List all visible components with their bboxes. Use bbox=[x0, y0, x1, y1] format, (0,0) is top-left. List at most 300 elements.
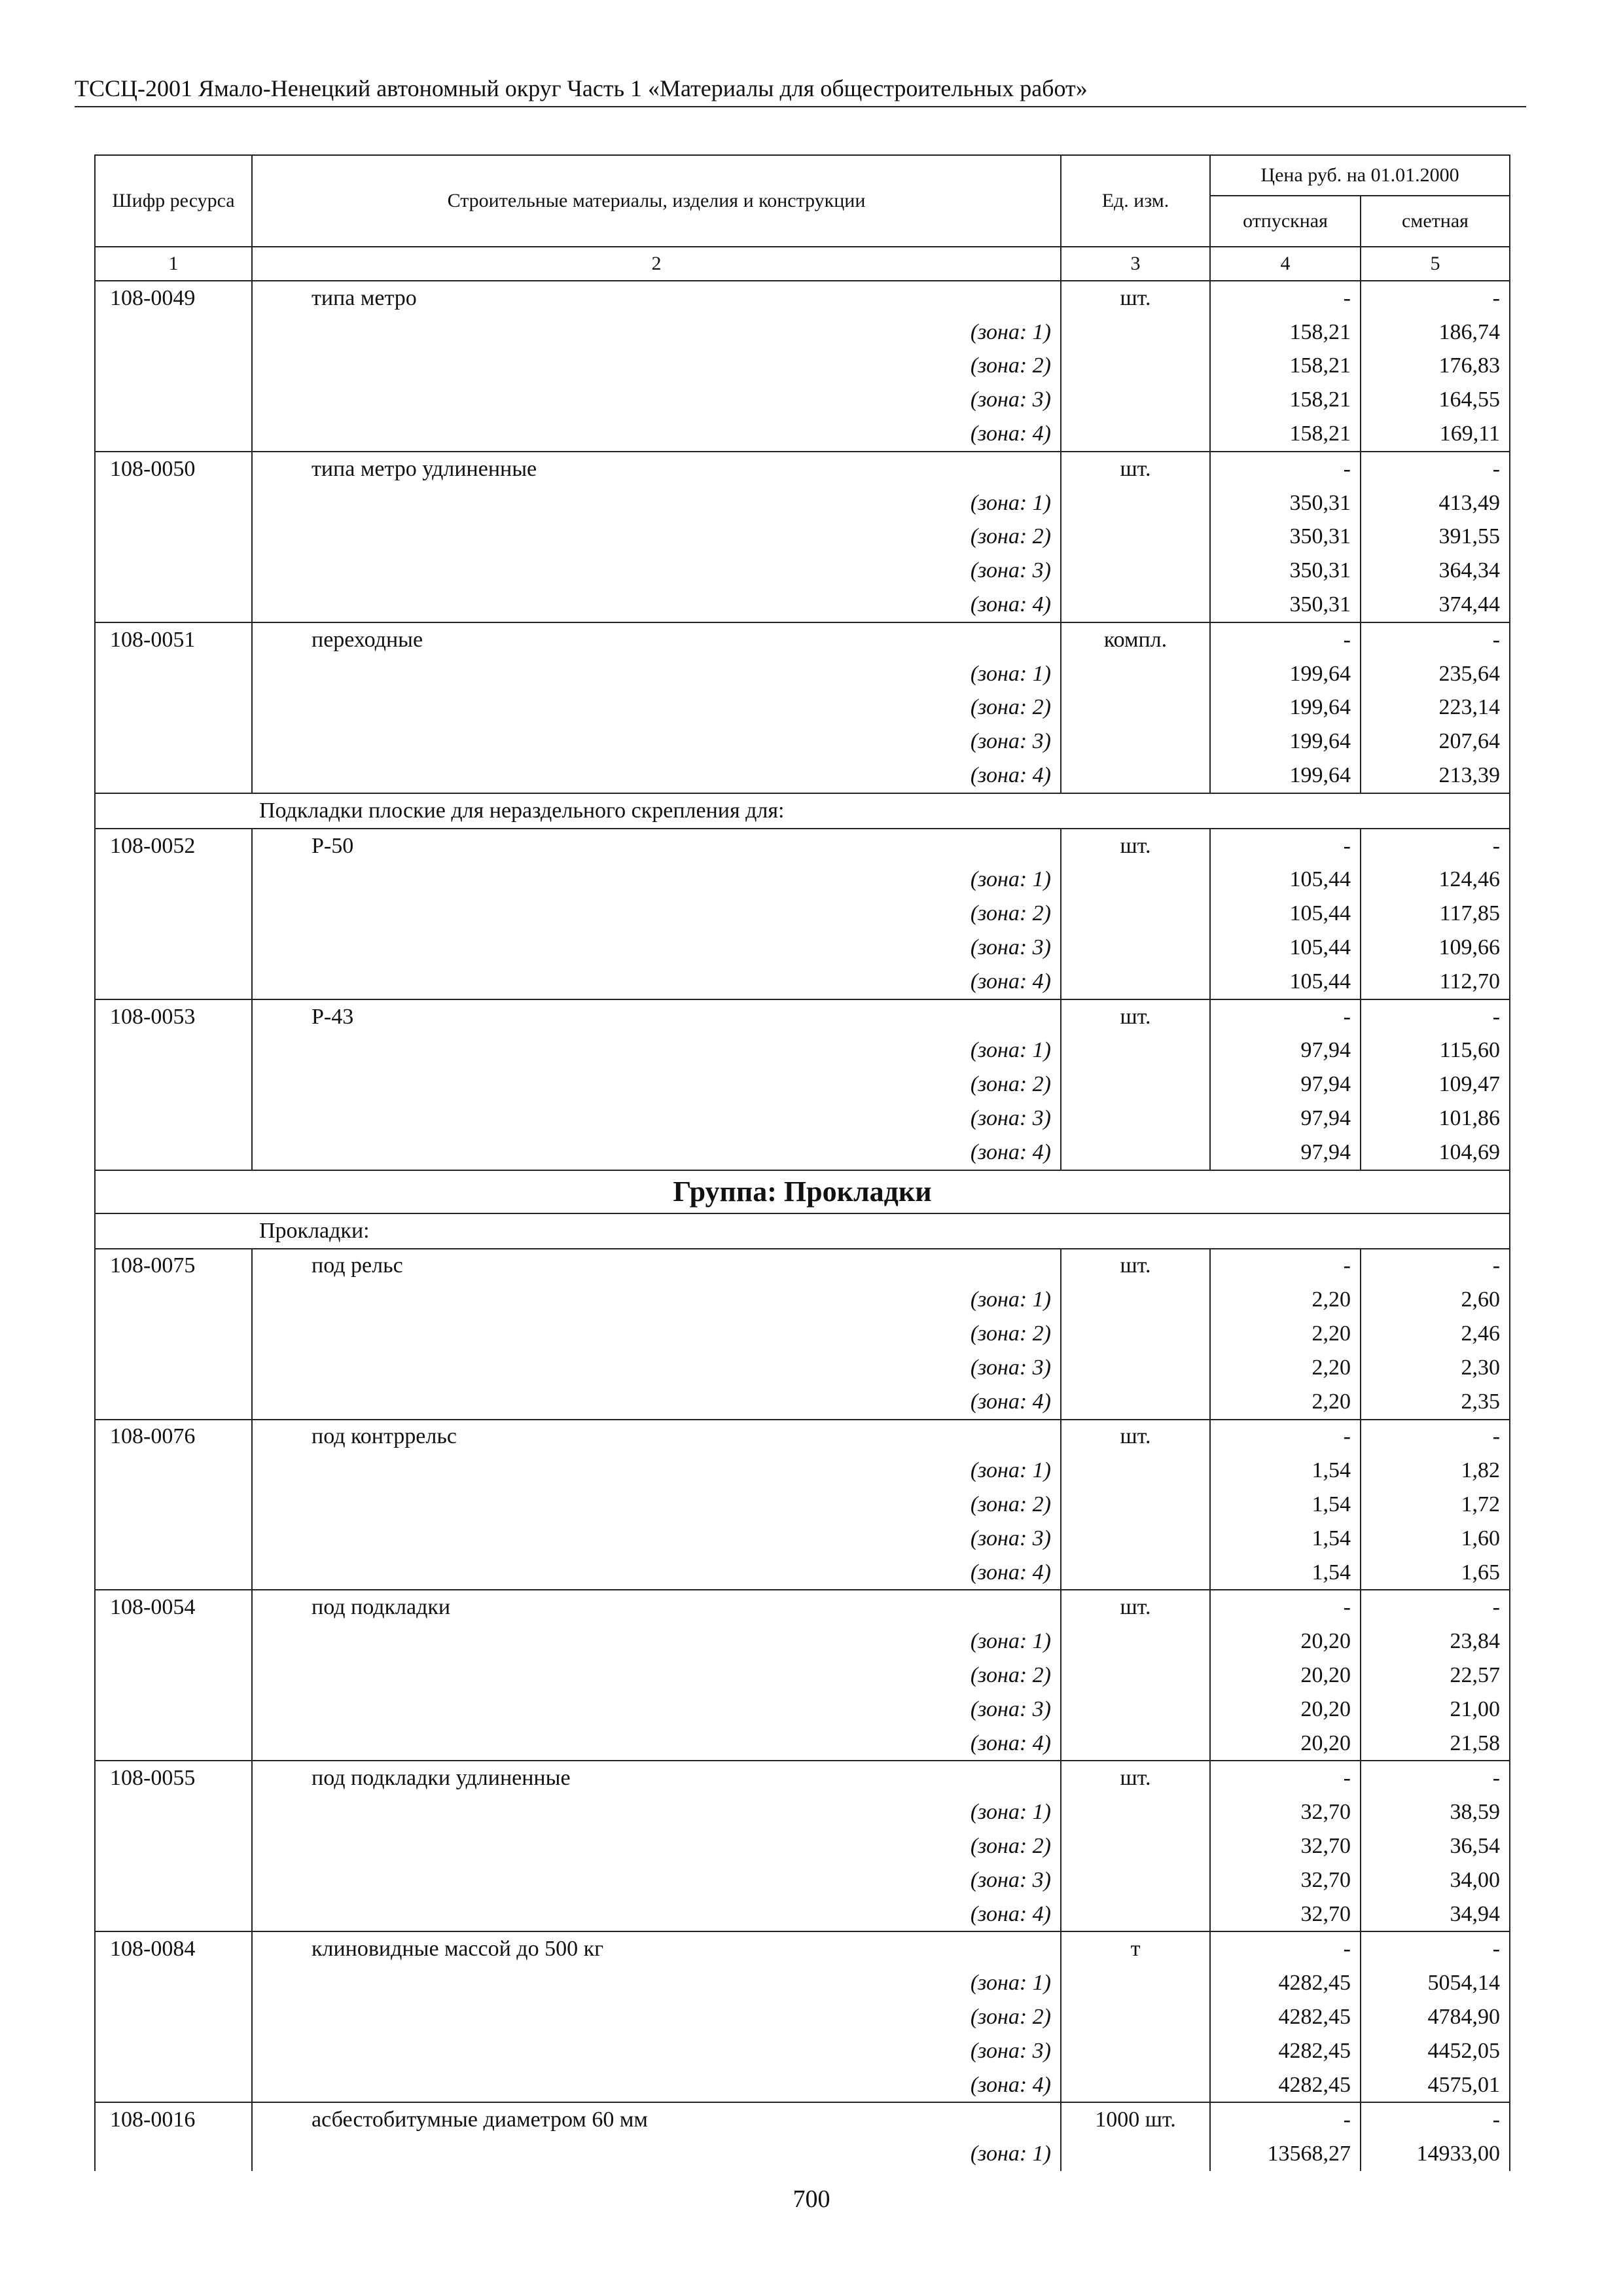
zone-release-price: 97,94 bbox=[1210, 1067, 1361, 1102]
empty-code-cell bbox=[95, 1966, 252, 2000]
zone-release-price: 158,21 bbox=[1210, 383, 1361, 417]
table-row bbox=[95, 452, 1510, 486]
empty-code-cell bbox=[95, 931, 252, 965]
zone-estimate-price: 4452,05 bbox=[1361, 2034, 1510, 2068]
zone-row bbox=[95, 1136, 1510, 1170]
empty-unit-cell bbox=[1061, 1102, 1210, 1136]
release-price: - bbox=[1210, 281, 1361, 315]
unit-of-measure: шт. bbox=[1061, 1761, 1210, 1795]
empty-code-cell bbox=[95, 965, 252, 999]
zone-estimate-price: 4575,01 bbox=[1361, 2068, 1510, 2103]
zone-release-price: 4282,45 bbox=[1210, 2068, 1361, 2103]
zone-estimate-price: 34,94 bbox=[1361, 1897, 1510, 1932]
zone-label: (зона: 1) bbox=[252, 486, 1061, 520]
zone-estimate-price: 115,60 bbox=[1361, 1034, 1510, 1068]
empty-unit-cell bbox=[1061, 1556, 1210, 1590]
empty-code-cell bbox=[95, 1317, 252, 1351]
empty-unit-cell bbox=[1061, 1351, 1210, 1385]
material-name: под контррельс bbox=[252, 1420, 1061, 1454]
unit-of-measure: шт. bbox=[1061, 1590, 1210, 1624]
group-heading: Группа: Прокладки bbox=[95, 1170, 1510, 1213]
estimate-price: - bbox=[1361, 452, 1510, 486]
zone-estimate-price: 2,35 bbox=[1361, 1385, 1510, 1420]
empty-code-cell bbox=[95, 2000, 252, 2034]
empty-code-cell bbox=[95, 1829, 252, 1863]
release-price: - bbox=[1210, 999, 1361, 1034]
empty-unit-cell bbox=[1061, 1385, 1210, 1420]
zone-release-price: 4282,45 bbox=[1210, 1966, 1361, 2000]
resource-code: 108-0051 bbox=[95, 622, 252, 657]
zone-row bbox=[95, 417, 1510, 452]
zone-estimate-price: 21,00 bbox=[1361, 1693, 1510, 1727]
empty-code-cell bbox=[95, 417, 252, 452]
zone-estimate-price: 112,70 bbox=[1361, 965, 1510, 999]
empty-code-cell bbox=[95, 383, 252, 417]
zone-estimate-price: 4784,90 bbox=[1361, 2000, 1510, 2034]
zone-label: (зона: 2) bbox=[252, 2000, 1061, 2034]
zone-label: (зона: 2) bbox=[252, 897, 1061, 931]
release-price: - bbox=[1210, 1420, 1361, 1454]
estimate-price: - bbox=[1361, 2102, 1510, 2137]
material-name: типа метро удлиненные bbox=[252, 452, 1061, 486]
empty-unit-cell bbox=[1061, 520, 1210, 554]
resource-code: 108-0050 bbox=[95, 452, 252, 486]
empty-unit-cell bbox=[1061, 588, 1210, 622]
material-name: асбестобитумные диаметром 60 мм bbox=[252, 2102, 1061, 2137]
zone-label: (зона: 3) bbox=[252, 1693, 1061, 1727]
zone-label: (зона: 3) bbox=[252, 1522, 1061, 1556]
zone-release-price: 199,64 bbox=[1210, 691, 1361, 725]
unit-of-measure: шт. bbox=[1061, 281, 1210, 315]
unit-of-measure: шт. bbox=[1061, 829, 1210, 863]
zone-label: (зона: 1) bbox=[252, 1283, 1061, 1317]
estimate-price: - bbox=[1361, 999, 1510, 1034]
zone-release-price: 4282,45 bbox=[1210, 2034, 1361, 2068]
empty-unit-cell bbox=[1061, 2000, 1210, 2034]
empty-unit-cell bbox=[1061, 1795, 1210, 1829]
zone-label: (зона: 2) bbox=[252, 691, 1061, 725]
empty-unit-cell bbox=[1061, 1067, 1210, 1102]
zone-estimate-price: 176,83 bbox=[1361, 350, 1510, 384]
zone-release-price: 350,31 bbox=[1210, 486, 1361, 520]
col-header-price-group: Цена руб. на 01.01.2000 bbox=[1210, 155, 1510, 196]
zone-label: (зона: 2) bbox=[252, 350, 1061, 384]
zone-estimate-price: 22,57 bbox=[1361, 1659, 1510, 1693]
empty-code-cell bbox=[95, 759, 252, 793]
table-row bbox=[95, 829, 1510, 863]
zone-label: (зона: 3) bbox=[252, 725, 1061, 759]
empty-unit-cell bbox=[1061, 383, 1210, 417]
zone-label: (зона: 2) bbox=[252, 520, 1061, 554]
empty-code-cell bbox=[95, 1067, 252, 1102]
group-row bbox=[95, 1170, 1510, 1213]
unit-of-measure: шт. bbox=[1061, 452, 1210, 486]
zone-estimate-price: 34,00 bbox=[1361, 1863, 1510, 1897]
material-name: под рельс bbox=[252, 1249, 1061, 1283]
zone-label: (зона: 2) bbox=[252, 1829, 1061, 1863]
zone-estimate-price: 207,64 bbox=[1361, 725, 1510, 759]
table-row bbox=[95, 2102, 1510, 2137]
zone-row bbox=[95, 1385, 1510, 1420]
zone-label: (зона: 3) bbox=[252, 931, 1061, 965]
zone-estimate-price: 2,46 bbox=[1361, 1317, 1510, 1351]
zone-row bbox=[95, 1624, 1510, 1659]
empty-code-cell bbox=[95, 1863, 252, 1897]
zone-release-price: 2,20 bbox=[1210, 1283, 1361, 1317]
zone-row bbox=[95, 383, 1510, 417]
zone-label: (зона: 4) bbox=[252, 759, 1061, 793]
zone-label: (зона: 1) bbox=[252, 863, 1061, 897]
estimate-price: - bbox=[1361, 622, 1510, 657]
empty-unit-cell bbox=[1061, 2137, 1210, 2171]
zone-row bbox=[95, 2137, 1510, 2171]
zone-row bbox=[95, 1454, 1510, 1488]
estimate-price: - bbox=[1361, 1420, 1510, 1454]
zone-release-price: 97,94 bbox=[1210, 1136, 1361, 1170]
zone-estimate-price: 413,49 bbox=[1361, 486, 1510, 520]
zone-release-price: 20,20 bbox=[1210, 1693, 1361, 1727]
empty-code-cell bbox=[95, 1624, 252, 1659]
zone-row bbox=[95, 2000, 1510, 2034]
zone-row bbox=[95, 691, 1510, 725]
empty-unit-cell bbox=[1061, 931, 1210, 965]
resource-code: 108-0076 bbox=[95, 1420, 252, 1454]
zone-row bbox=[95, 1829, 1510, 1863]
empty-unit-cell bbox=[1061, 1454, 1210, 1488]
col-number-2: 2 bbox=[252, 247, 1061, 281]
zone-release-price: 199,64 bbox=[1210, 657, 1361, 691]
material-name: под подкладки удлиненные bbox=[252, 1761, 1061, 1795]
zone-row bbox=[95, 1488, 1510, 1522]
zone-estimate-price: 1,72 bbox=[1361, 1488, 1510, 1522]
table-row bbox=[95, 1761, 1510, 1795]
col-number-3: 3 bbox=[1061, 247, 1210, 281]
zone-label: (зона: 1) bbox=[252, 657, 1061, 691]
zone-label: (зона: 3) bbox=[252, 1351, 1061, 1385]
release-price: - bbox=[1210, 2102, 1361, 2137]
zone-row bbox=[95, 1727, 1510, 1761]
empty-code-cell bbox=[95, 863, 252, 897]
zone-release-price: 32,70 bbox=[1210, 1863, 1361, 1897]
section-label: Прокладки: bbox=[95, 1213, 1510, 1249]
zone-label: (зона: 4) bbox=[252, 2068, 1061, 2103]
empty-unit-cell bbox=[1061, 1136, 1210, 1170]
empty-code-cell bbox=[95, 897, 252, 931]
zone-estimate-price: 235,64 bbox=[1361, 657, 1510, 691]
unit-of-measure: компл. bbox=[1061, 622, 1210, 657]
running-title: ТССЦ-2001 Ямало-Ненецкий автономный округ Часть 1 «Материалы для общестроительных работ» bbox=[75, 73, 1526, 107]
zone-release-price: 20,20 bbox=[1210, 1659, 1361, 1693]
empty-code-cell bbox=[95, 1727, 252, 1761]
zone-release-price: 20,20 bbox=[1210, 1727, 1361, 1761]
zone-row bbox=[95, 554, 1510, 588]
zone-row bbox=[95, 520, 1510, 554]
zone-row bbox=[95, 315, 1510, 350]
empty-code-cell bbox=[95, 588, 252, 622]
zone-estimate-price: 117,85 bbox=[1361, 897, 1510, 931]
col-number-4: 4 bbox=[1210, 247, 1361, 281]
zone-release-price: 350,31 bbox=[1210, 520, 1361, 554]
empty-unit-cell bbox=[1061, 417, 1210, 452]
col-header-release: отпускная bbox=[1210, 196, 1361, 247]
zone-label: (зона: 4) bbox=[252, 1136, 1061, 1170]
zone-estimate-price: 124,46 bbox=[1361, 863, 1510, 897]
zone-release-price: 4282,45 bbox=[1210, 2000, 1361, 2034]
zone-release-price: 105,44 bbox=[1210, 897, 1361, 931]
zone-label: (зона: 3) bbox=[252, 2034, 1061, 2068]
zone-label: (зона: 2) bbox=[252, 1317, 1061, 1351]
empty-code-cell bbox=[95, 2034, 252, 2068]
zone-estimate-price: 2,30 bbox=[1361, 1351, 1510, 1385]
zone-estimate-price: 186,74 bbox=[1361, 315, 1510, 350]
empty-unit-cell bbox=[1061, 315, 1210, 350]
zone-estimate-price: 2,60 bbox=[1361, 1283, 1510, 1317]
resource-code: 108-0053 bbox=[95, 999, 252, 1034]
empty-unit-cell bbox=[1061, 350, 1210, 384]
zone-estimate-price: 213,39 bbox=[1361, 759, 1510, 793]
zone-release-price: 350,31 bbox=[1210, 554, 1361, 588]
unit-of-measure: шт. bbox=[1061, 1420, 1210, 1454]
empty-unit-cell bbox=[1061, 1283, 1210, 1317]
zone-row bbox=[95, 1102, 1510, 1136]
estimate-price: - bbox=[1361, 1249, 1510, 1283]
empty-code-cell bbox=[95, 725, 252, 759]
zone-estimate-price: 374,44 bbox=[1361, 588, 1510, 622]
zone-release-price: 158,21 bbox=[1210, 417, 1361, 452]
empty-unit-cell bbox=[1061, 486, 1210, 520]
zone-release-price: 105,44 bbox=[1210, 965, 1361, 999]
zone-estimate-price: 14933,00 bbox=[1361, 2137, 1510, 2171]
estimate-price: - bbox=[1361, 1761, 1510, 1795]
zone-release-price: 97,94 bbox=[1210, 1102, 1361, 1136]
zone-label: (зона: 1) bbox=[252, 1454, 1061, 1488]
zone-row bbox=[95, 1795, 1510, 1829]
zone-row bbox=[95, 1863, 1510, 1897]
empty-code-cell bbox=[95, 554, 252, 588]
empty-code-cell bbox=[95, 1283, 252, 1317]
section-row bbox=[95, 1213, 1510, 1249]
empty-code-cell bbox=[95, 1488, 252, 1522]
empty-unit-cell bbox=[1061, 965, 1210, 999]
empty-code-cell bbox=[95, 1351, 252, 1385]
section-row bbox=[95, 793, 1510, 829]
zone-label: (зона: 2) bbox=[252, 1067, 1061, 1102]
empty-code-cell bbox=[95, 1454, 252, 1488]
table-row bbox=[95, 999, 1510, 1034]
empty-unit-cell bbox=[1061, 657, 1210, 691]
zone-row bbox=[95, 863, 1510, 897]
estimate-price: - bbox=[1361, 1590, 1510, 1624]
resource-code: 108-0054 bbox=[95, 1590, 252, 1624]
empty-unit-cell bbox=[1061, 1897, 1210, 1932]
estimate-price: - bbox=[1361, 1931, 1510, 1966]
material-name: под подкладки bbox=[252, 1590, 1061, 1624]
zone-label: (зона: 4) bbox=[252, 417, 1061, 452]
zone-label: (зона: 1) bbox=[252, 1034, 1061, 1068]
zone-estimate-price: 223,14 bbox=[1361, 691, 1510, 725]
release-price: - bbox=[1210, 452, 1361, 486]
table-row bbox=[95, 622, 1510, 657]
zone-estimate-price: 21,58 bbox=[1361, 1727, 1510, 1761]
zone-label: (зона: 2) bbox=[252, 1488, 1061, 1522]
zone-row bbox=[95, 965, 1510, 999]
empty-code-cell bbox=[95, 1034, 252, 1068]
resource-code: 108-0052 bbox=[95, 829, 252, 863]
zone-label: (зона: 4) bbox=[252, 1897, 1061, 1932]
empty-code-cell bbox=[95, 1659, 252, 1693]
empty-unit-cell bbox=[1061, 1727, 1210, 1761]
zone-estimate-price: 104,69 bbox=[1361, 1136, 1510, 1170]
zone-release-price: 32,70 bbox=[1210, 1795, 1361, 1829]
zone-label: (зона: 3) bbox=[252, 1863, 1061, 1897]
zone-release-price: 1,54 bbox=[1210, 1556, 1361, 1590]
empty-unit-cell bbox=[1061, 759, 1210, 793]
empty-code-cell bbox=[95, 520, 252, 554]
table-row bbox=[95, 281, 1510, 315]
empty-code-cell bbox=[95, 1102, 252, 1136]
material-name: типа метро bbox=[252, 281, 1061, 315]
empty-code-cell bbox=[95, 657, 252, 691]
zone-release-price: 1,54 bbox=[1210, 1488, 1361, 1522]
empty-unit-cell bbox=[1061, 1488, 1210, 1522]
zone-estimate-price: 169,11 bbox=[1361, 417, 1510, 452]
zone-release-price: 1,54 bbox=[1210, 1454, 1361, 1488]
empty-code-cell bbox=[95, 691, 252, 725]
empty-unit-cell bbox=[1061, 1693, 1210, 1727]
zone-label: (зона: 4) bbox=[252, 1385, 1061, 1420]
zone-release-price: 1,54 bbox=[1210, 1522, 1361, 1556]
release-price: - bbox=[1210, 622, 1361, 657]
zone-estimate-price: 1,65 bbox=[1361, 1556, 1510, 1590]
zone-estimate-price: 391,55 bbox=[1361, 520, 1510, 554]
material-name: переходные bbox=[252, 622, 1061, 657]
zone-release-price: 13568,27 bbox=[1210, 2137, 1361, 2171]
resource-code: 108-0049 bbox=[95, 281, 252, 315]
col-number-5: 5 bbox=[1361, 247, 1510, 281]
zone-row bbox=[95, 759, 1510, 793]
empty-code-cell bbox=[95, 1385, 252, 1420]
zone-label: (зона: 4) bbox=[252, 1556, 1061, 1590]
zone-label: (зона: 4) bbox=[252, 588, 1061, 622]
empty-code-cell bbox=[95, 1693, 252, 1727]
zone-estimate-price: 23,84 bbox=[1361, 1624, 1510, 1659]
unit-of-measure: т bbox=[1061, 1931, 1210, 1966]
material-name: Р-43 bbox=[252, 999, 1061, 1034]
zone-row bbox=[95, 1034, 1510, 1068]
zone-row bbox=[95, 350, 1510, 384]
empty-code-cell bbox=[95, 2068, 252, 2103]
zone-release-price: 2,20 bbox=[1210, 1351, 1361, 1385]
zone-row bbox=[95, 1659, 1510, 1693]
zone-row bbox=[95, 486, 1510, 520]
empty-unit-cell bbox=[1061, 1624, 1210, 1659]
zone-release-price: 32,70 bbox=[1210, 1897, 1361, 1932]
zone-estimate-price: 5054,14 bbox=[1361, 1966, 1510, 2000]
zone-estimate-price: 364,34 bbox=[1361, 554, 1510, 588]
material-name: Р-50 bbox=[252, 829, 1061, 863]
zone-label: (зона: 4) bbox=[252, 965, 1061, 999]
zone-estimate-price: 38,59 bbox=[1361, 1795, 1510, 1829]
empty-code-cell bbox=[95, 1136, 252, 1170]
zone-estimate-price: 1,82 bbox=[1361, 1454, 1510, 1488]
empty-code-cell bbox=[95, 1556, 252, 1590]
col-header-estimate: сметная bbox=[1361, 196, 1510, 247]
estimate-price: - bbox=[1361, 281, 1510, 315]
zone-row bbox=[95, 1317, 1510, 1351]
zone-estimate-price: 109,47 bbox=[1361, 1067, 1510, 1102]
zone-label: (зона: 1) bbox=[252, 1795, 1061, 1829]
empty-unit-cell bbox=[1061, 1317, 1210, 1351]
table-row bbox=[95, 1931, 1510, 1966]
zone-label: (зона: 3) bbox=[252, 383, 1061, 417]
zone-label: (зона: 1) bbox=[252, 2137, 1061, 2171]
zone-row bbox=[95, 1556, 1510, 1590]
empty-unit-cell bbox=[1061, 1863, 1210, 1897]
empty-unit-cell bbox=[1061, 2034, 1210, 2068]
zone-release-price: 158,21 bbox=[1210, 315, 1361, 350]
table-body bbox=[95, 281, 1510, 2171]
empty-unit-cell bbox=[1061, 725, 1210, 759]
table-row bbox=[95, 1590, 1510, 1624]
zone-label: (зона: 1) bbox=[252, 1966, 1061, 2000]
empty-unit-cell bbox=[1061, 863, 1210, 897]
resource-code: 108-0055 bbox=[95, 1761, 252, 1795]
zone-label: (зона: 1) bbox=[252, 315, 1061, 350]
empty-unit-cell bbox=[1061, 2068, 1210, 2103]
zone-label: (зона: 2) bbox=[252, 1659, 1061, 1693]
empty-code-cell bbox=[95, 1897, 252, 1932]
release-price: - bbox=[1210, 829, 1361, 863]
zone-label: (зона: 1) bbox=[252, 1624, 1061, 1659]
empty-unit-cell bbox=[1061, 691, 1210, 725]
empty-unit-cell bbox=[1061, 1034, 1210, 1068]
zone-label: (зона: 4) bbox=[252, 1727, 1061, 1761]
zone-release-price: 20,20 bbox=[1210, 1624, 1361, 1659]
price-table bbox=[94, 154, 1510, 2171]
zone-row bbox=[95, 1693, 1510, 1727]
zone-row bbox=[95, 1522, 1510, 1556]
empty-unit-cell bbox=[1061, 554, 1210, 588]
zone-release-price: 2,20 bbox=[1210, 1385, 1361, 1420]
zone-estimate-price: 36,54 bbox=[1361, 1829, 1510, 1863]
zone-row bbox=[95, 1897, 1510, 1932]
release-price: - bbox=[1210, 1931, 1361, 1966]
empty-code-cell bbox=[95, 315, 252, 350]
zone-estimate-price: 101,86 bbox=[1361, 1102, 1510, 1136]
col-header-unit: Ед. изм. bbox=[1061, 155, 1210, 247]
release-price: - bbox=[1210, 1761, 1361, 1795]
zone-row bbox=[95, 1283, 1510, 1317]
empty-unit-cell bbox=[1061, 1829, 1210, 1863]
zone-release-price: 199,64 bbox=[1210, 759, 1361, 793]
table-row bbox=[95, 1249, 1510, 1283]
section-label: Подкладки плоские для нераздельного скрепления для: bbox=[95, 793, 1510, 829]
zone-row bbox=[95, 1351, 1510, 1385]
unit-of-measure: шт. bbox=[1061, 1249, 1210, 1283]
resource-code: 108-0075 bbox=[95, 1249, 252, 1283]
zone-estimate-price: 109,66 bbox=[1361, 931, 1510, 965]
unit-of-measure: шт. bbox=[1061, 999, 1210, 1034]
zone-release-price: 158,21 bbox=[1210, 350, 1361, 384]
empty-code-cell bbox=[95, 486, 252, 520]
empty-code-cell bbox=[95, 2137, 252, 2171]
zone-row bbox=[95, 1067, 1510, 1102]
empty-code-cell bbox=[95, 1522, 252, 1556]
zone-release-price: 2,20 bbox=[1210, 1317, 1361, 1351]
zone-row bbox=[95, 931, 1510, 965]
zone-estimate-price: 1,60 bbox=[1361, 1522, 1510, 1556]
zone-row bbox=[95, 588, 1510, 622]
